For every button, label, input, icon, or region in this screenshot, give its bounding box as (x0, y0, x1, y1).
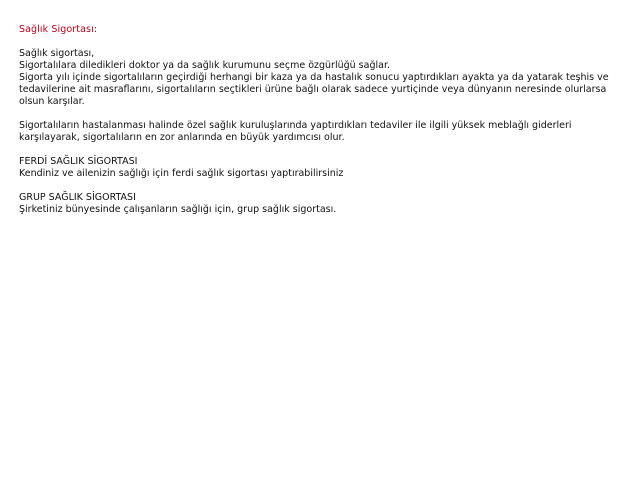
group-insurance-section (19, 192, 623, 216)
intro-line-3: Sigorta yılı içinde sigortalıların geçirdiği herhangi bir kaza ya da hastalık sonucu yaptırdıkları ayakta ya da yatarak teşhis ve tedavilerine ait masraflarını, sigortalıların seçtikleri ürüne bağlı olarak sadece yurtiçinde veya dünyanın neresinde olurlarsa olsun karşılar. (19, 72, 609, 107)
summary-text: Sigortalıların hastalanması halinde özel sağlık kuruluşlarında yaptırdıkları tedaviler ile ilgili yüksek meblağlı giderleri karşılayarak, sigortalıların en zor anlarında en büyük yardımcısı olur. (19, 120, 572, 143)
individual-insurance-heading: FERDİ SAĞLIK SİGORTASI (19, 156, 138, 167)
intro-line-2: Sigortalılara diledikleri doktor ya da sağlık kurumunu seçme özgürlüğü sağlar. (19, 60, 391, 71)
group-insurance-heading: GRUP SAĞLIK SİGORTASI (19, 192, 136, 203)
intro-line-1: Sağlık sigortası, (19, 48, 95, 59)
group-insurance-text: Şirketiniz bünyesinde çalışanların sağlığı için, grup sağlık sigortası. (19, 204, 337, 215)
summary-section (19, 120, 623, 144)
content-area (19, 24, 623, 228)
individual-insurance-section (19, 156, 623, 180)
page-title: Sağlık Sigortası: (19, 24, 98, 35)
individual-insurance-text: Kendiniz ve ailenizin sağlığı için ferdi sağlık sigortası yaptırabilirsiniz (19, 168, 344, 179)
intro-section (19, 48, 623, 108)
